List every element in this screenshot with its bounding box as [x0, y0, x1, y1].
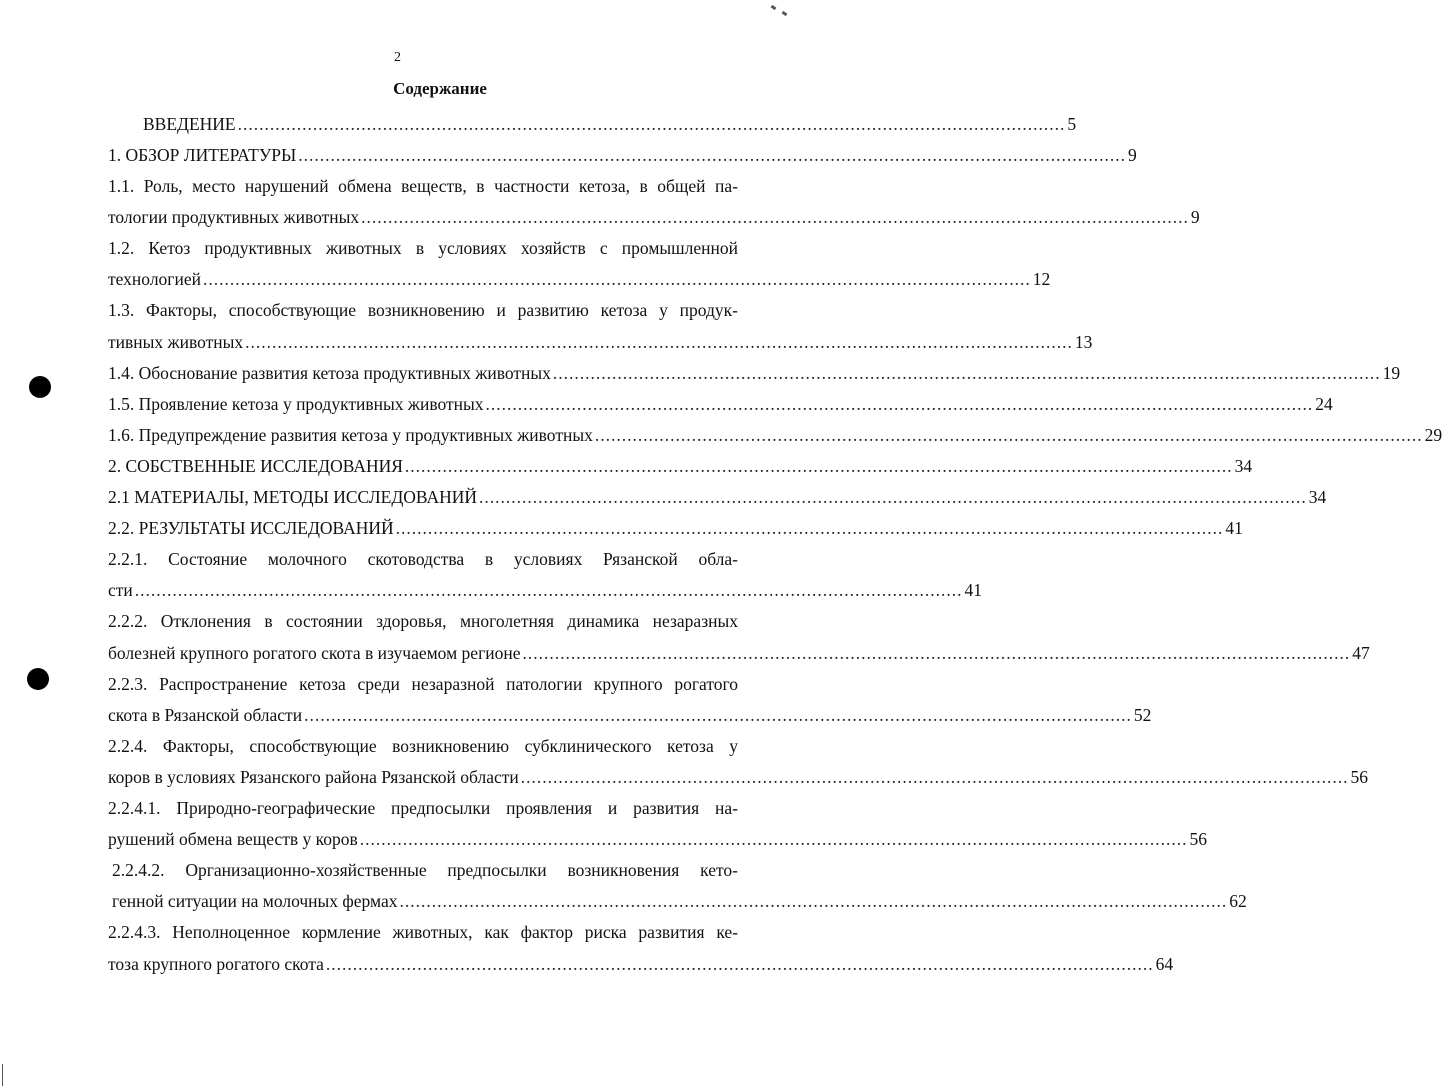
toc-entry[interactable] — [108, 359, 1401, 387]
toc-entry[interactable] — [108, 763, 1369, 791]
toc-entry-page: 52 — [1133, 705, 1152, 725]
toc-leader-dots: .......................................................................................................................................................... — [522, 643, 1351, 663]
toc-entry-text: 2.2. РЕЗУЛЬТАТЫ ИССЛЕДОВАНИЙ — [108, 518, 394, 538]
toc-entry-text: 2.1 МАТЕРИАЛЫ, МЕТОДЫ ИССЛЕДОВАНИЙ — [108, 487, 478, 507]
toc-entry[interactable]: 2.2.1. Состояние молочного скотоводства в условиях Рязанской обла- — [108, 549, 738, 569]
toc-entry-page: 41 — [964, 580, 983, 600]
toc-entry[interactable] — [108, 950, 1174, 978]
toc-entry-page: 47 — [1352, 643, 1370, 663]
toc-entry[interactable]: 1.2. Кетоз продуктивных животных в условиях хозяйств с промышленной — [108, 238, 738, 258]
toc-entry-page: 62 — [1229, 891, 1247, 911]
toc-entry-text: 1.5. Проявление кетоза у продуктивных животных — [108, 394, 484, 414]
toc-entry-text: тивных животных — [108, 332, 244, 352]
punch-hole-mark — [29, 376, 51, 398]
toc-entry-text: ВВЕДЕНИЕ — [143, 114, 236, 134]
toc-entry-page: 41 — [1225, 518, 1243, 538]
toc-entry-text: 1. ОБЗОР ЛИТЕРАТУРЫ — [108, 145, 297, 165]
toc-entry-page: 19 — [1382, 363, 1401, 383]
toc-entry-text: тоза крупного рогатого скота — [108, 954, 324, 974]
toc-entry-text: сти — [108, 580, 133, 600]
toc-leader-dots: .......................................................................................................................................................... — [361, 207, 1189, 227]
toc-entry-text: болезней крупного рогатого скота в изучаемом регионе — [108, 643, 521, 663]
toc-entry[interactable] — [108, 141, 1137, 169]
toc-leader-dots: .......................................................................................................................................................... — [404, 456, 1233, 476]
toc-leader-dots: .......................................................................................................................................................... — [485, 394, 1314, 414]
toc-entry[interactable] — [108, 576, 983, 604]
toc-leader-dots: .......................................................................................................................................................... — [594, 425, 1423, 445]
page-title: Содержание — [393, 79, 487, 98]
toc-leader-dots: .......................................................................................................................................................... — [479, 487, 1307, 507]
toc-entry-page: 13 — [1074, 332, 1093, 352]
toc-entry[interactable]: 2.2.4. Факторы, способствующие возникновению субклинического кетоза у — [108, 736, 738, 756]
toc-entry-text: 1.4. Обоснование развития кетоза продуктивных животных — [108, 363, 551, 383]
toc-leader-dots: .......................................................................................................................................................... — [359, 829, 1188, 849]
toc-entry[interactable] — [108, 203, 1200, 231]
punch-hole-mark — [27, 668, 49, 690]
toc-entry[interactable]: 2.2.4.2. Организационно-хозяйственные предпосылки возникновения кето- — [112, 860, 738, 880]
toc-entry-text: технологией — [108, 269, 201, 289]
toc-leader-dots: .......................................................................................................................................................... — [304, 705, 1132, 725]
toc-entry[interactable]: 2.2.2. Отклонения в состоянии здоровья, многолетняя динамика незаразных — [108, 611, 738, 631]
toc-entry-page: 56 — [1350, 767, 1369, 787]
toc-entry[interactable] — [108, 483, 1327, 511]
toc-entry[interactable] — [108, 701, 1152, 729]
toc-entry-page: 5 — [1067, 114, 1077, 134]
toc-leader-dots: .......................................................................................................................................................... — [237, 114, 1066, 134]
toc-entry-text: скота в Рязанской области — [108, 705, 303, 725]
toc-entry-text: 2. СОБСТВЕННЫЕ ИССЛЕДОВАНИЯ — [108, 456, 403, 476]
toc-entry[interactable] — [108, 390, 1333, 418]
toc-entry[interactable]: 2.2.4.1. Природно-географические предпосылки проявления и развития на- — [108, 798, 738, 818]
toc-entry[interactable] — [143, 110, 1077, 138]
toc-leader-dots: .......................................................................................................................................................... — [395, 518, 1224, 538]
toc-leader-dots: .......................................................................................................................................................... — [245, 332, 1073, 352]
toc-entry-page: 9 — [1128, 145, 1137, 165]
toc-leader-dots: .......................................................................................................................................................... — [399, 891, 1228, 911]
toc-entry-text: генной ситуации на молочных фермах — [112, 891, 398, 911]
toc-entry-text: рушений обмена веществ у коров — [108, 829, 358, 849]
toc-entry-page: 34 — [1234, 456, 1253, 476]
toc-entry-page: 29 — [1424, 425, 1442, 445]
toc-entry-page: 12 — [1032, 269, 1051, 289]
toc-leader-dots: .......................................................................................................................................................... — [298, 145, 1127, 165]
toc-entry[interactable]: 2.2.3. Распространение кетоза среди незаразной патологии крупного рогатого — [108, 674, 738, 694]
toc-entry[interactable] — [108, 825, 1207, 853]
toc-entry[interactable] — [112, 887, 1247, 915]
toc-entry[interactable]: 2.2.4.3. Неполноценное кормление животных, как фактор риска развития ке- — [108, 922, 738, 942]
page-number: 2 — [394, 50, 401, 65]
toc-leader-dots: .......................................................................................................................................................... — [325, 954, 1154, 974]
toc-entry-page: 34 — [1308, 487, 1327, 507]
toc-entry-page: 56 — [1189, 829, 1207, 849]
toc-entry[interactable] — [108, 265, 1051, 293]
toc-entry-text: тологии продуктивных животных — [108, 207, 360, 227]
toc-entry[interactable]: 1.3. Факторы, способствующие возникновению и развитию кетоза у продук- — [108, 300, 738, 320]
toc-entry[interactable] — [108, 639, 1370, 667]
toc-entry-text: коров в условиях Рязанского района Рязанской области — [108, 767, 519, 787]
toc-entry[interactable] — [108, 421, 1442, 449]
toc-leader-dots: .......................................................................................................................................................... — [202, 269, 1031, 289]
toc-entry-page: 24 — [1315, 394, 1333, 414]
toc-entry[interactable] — [108, 514, 1243, 542]
toc-leader-dots: .......................................................................................................................................................... — [520, 767, 1349, 787]
toc-entry-text: 1.6. Предупреждение развития кетоза у продуктивных животных — [108, 425, 593, 445]
toc-entry[interactable]: 1.1. Роль, место нарушений обмена веществ, в частности кетоза, в общей па- — [108, 176, 738, 196]
toc-entry[interactable] — [108, 328, 1093, 356]
scan-edge-mark — [2, 1064, 3, 1086]
toc-leader-dots: .......................................................................................................................................................... — [134, 580, 963, 600]
toc-entry-page: 64 — [1155, 954, 1174, 974]
toc-leader-dots: .......................................................................................................................................................... — [552, 363, 1381, 383]
toc-entry-page: 9 — [1190, 207, 1200, 227]
toc-entry[interactable] — [108, 452, 1253, 480]
